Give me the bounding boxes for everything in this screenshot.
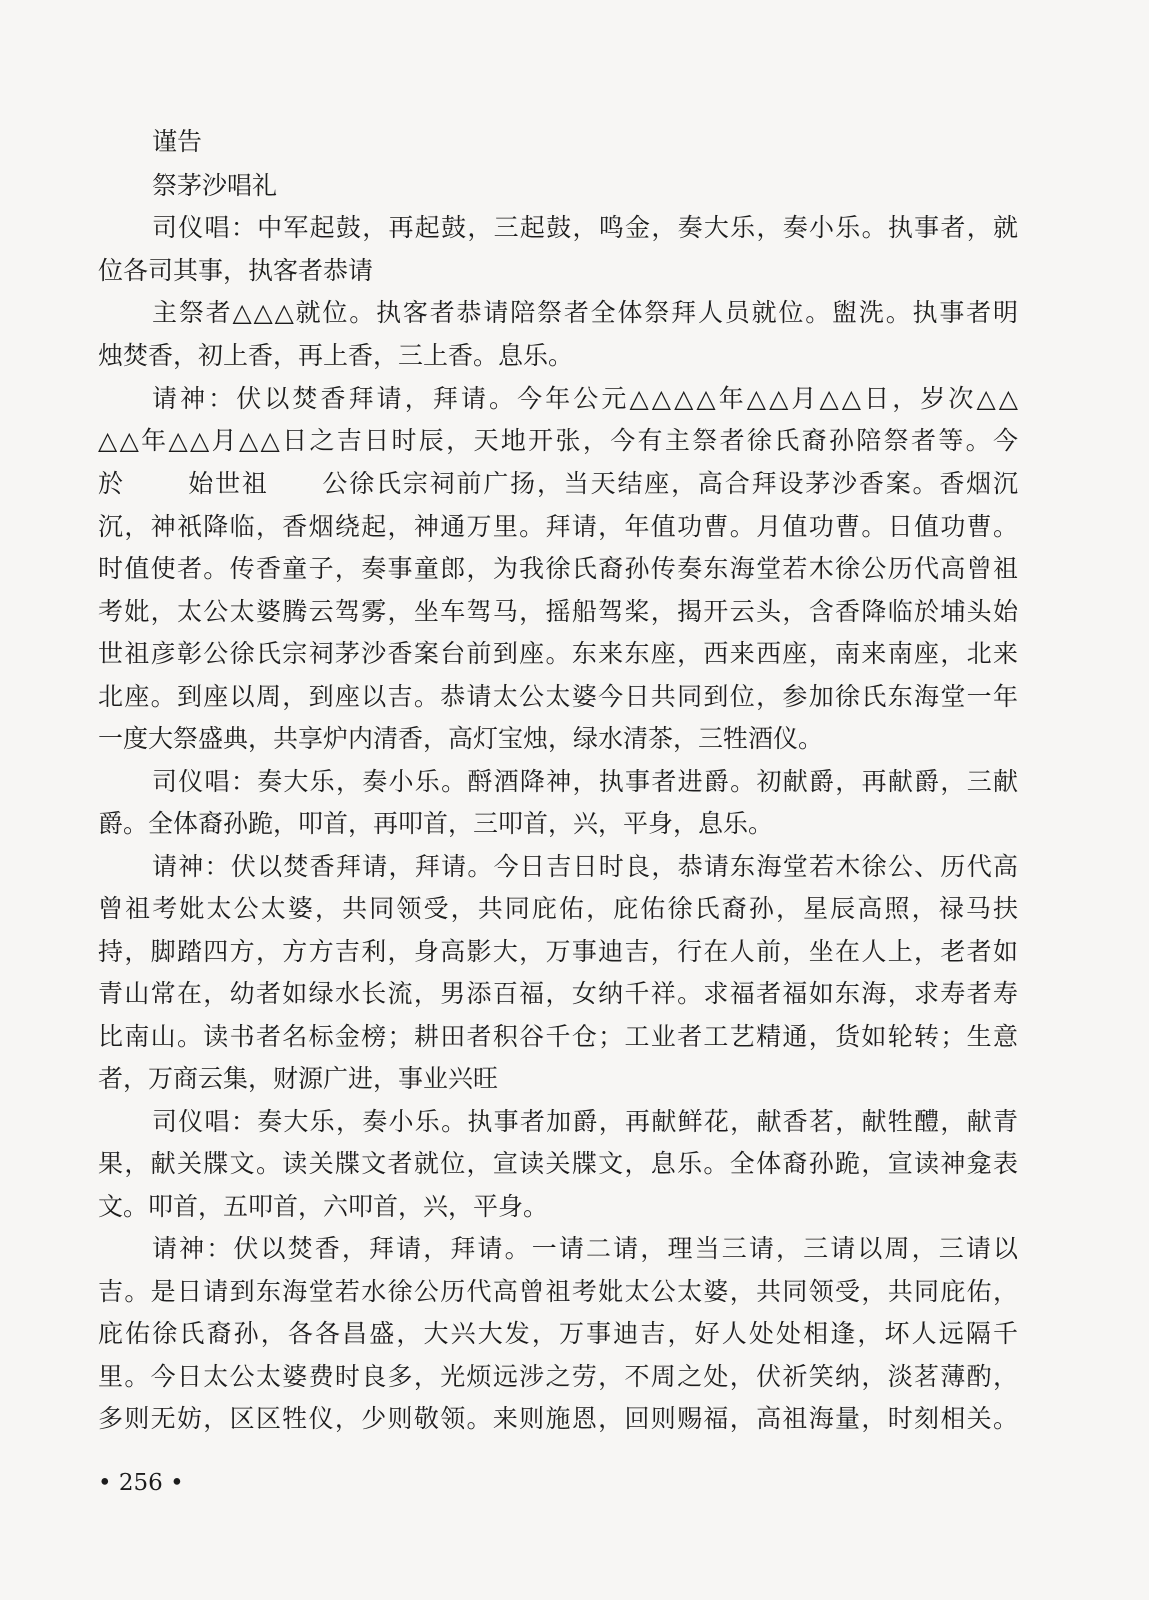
text-line: 烛焚香，初上香，再上香，三上香。息乐。: [98, 341, 574, 370]
text-line: 沉，神祇降临，香烟绕起，神通万里。拜请，年值功曹。月值功曹。日值功曹。: [98, 512, 1018, 541]
text-line: 考妣，太公太婆腾云驾雾，坐车驾马，摇船驾桨，揭开云头，含香降临於埔头始: [98, 597, 1018, 626]
page-number: • 256 •: [98, 1470, 184, 1496]
text-line: 曾祖考妣太公太婆，共同领受，共同庇佑，庇佑徐氏裔孙，星辰高照，禄马扶: [98, 894, 1018, 923]
text-line: 文。叩首，五叩首，六叩首，兴，平身。: [98, 1192, 549, 1221]
text-line: 果，献关牒文。读关牒文者就位，宣读关牒文，息乐。全体裔孙跪，宣读神龛表: [98, 1149, 1018, 1178]
text-line: 北座。到座以周，到座以吉。恭请太公太婆今日共同到位，参加徐氏东海堂一年: [98, 682, 1018, 711]
text-line: 请神：伏以焚香拜请，拜请。今年公元△△△△年△△月△△日，岁次△△: [152, 384, 1018, 413]
text-line: △△年△△月△△日之吉日时辰，天地开张，今有主祭者徐氏裔孙陪祭者等。今: [98, 426, 1018, 455]
heading-jingao: 谨告: [152, 127, 203, 156]
text-line: 司仪唱：奏大乐，奏小乐。执事者加爵，再献鲜花，献香茗，献牲醴，献青: [152, 1107, 1018, 1136]
text-line: 持，脚踏四方，方方吉利，身高影大，万事迪吉，行在人前，坐在人上，老者如: [98, 937, 1018, 966]
text-line: 多则无妨，区区牲仪，少则敬领。来则施恩，回则赐福，高祖海量，时刻相关。: [98, 1404, 1018, 1433]
heading-ceremony-title: 祭茅沙唱礼: [152, 171, 278, 200]
text-line: 请神：伏以焚香，拜请，拜请。一请二请，理当三请，三请以周，三请以: [152, 1234, 1018, 1263]
text-line: 庇佑徐氏裔孙，各各昌盛，大兴大发，万事迪吉，好人处处相逢，坏人远隔千: [98, 1319, 1018, 1348]
text-line: 里。今日太公太婆费时良多，光烦远涉之劳，不周之处，伏祈笑纳，淡茗薄酌，: [98, 1362, 1018, 1391]
text-line: 司仪唱：奏大乐，奏小乐。酹酒降神，执事者进爵。初献爵，再献爵，三献: [152, 767, 1018, 796]
text-line: 比南山。读书者名标金榜；耕田者积谷千仓；工业者工艺精通，货如轮转；生意: [98, 1022, 1018, 1051]
text-line: 青山常在，幼者如绿水长流，男添百福，女纳千祥。求福者福如东海，求寿者寿: [98, 979, 1018, 1008]
text-line: 者，万商云集，财源广进，事业兴旺: [98, 1064, 499, 1093]
text-line: 时值使者。传香童子，奏事童郎，为我徐氏裔孙传奏东海堂若木徐公历代高曾祖: [98, 554, 1018, 583]
text-line: 於 始世祖 公徐氏宗祠前广扬，当天结座，高合拜设茅沙香案。香烟沉: [98, 469, 1018, 498]
text-line: 位各司其事，执客者恭请: [98, 256, 374, 285]
text-line: 吉。是日请到东海堂若水徐公历代高曾祖考妣太公太婆，共同领受，共同庇佑，: [98, 1277, 1018, 1306]
text-line: 主祭者△△△就位。执客者恭请陪祭者全体祭拜人员就位。盥洗。执事者明: [152, 298, 1018, 327]
text-line: 世祖彦彰公徐氏宗祠茅沙香案台前到座。东来东座，西来西座，南来南座，北来: [98, 639, 1018, 668]
text-line: 请神：伏以焚香拜请，拜请。今日吉日时良，恭请东海堂若木徐公、历代高: [152, 852, 1018, 881]
text-line: 一度大祭盛典，共享炉内清香，高灯宝烛，绿水清茶，三牲酒仪。: [98, 724, 824, 753]
text-line: 爵。全体裔孙跪，叩首，再叩首，三叩首，兴，平身，息乐。: [98, 809, 774, 838]
text-line: 司仪唱：中军起鼓，再起鼓，三起鼓，鸣金，奏大乐，奏小乐。执事者，就: [152, 213, 1018, 242]
